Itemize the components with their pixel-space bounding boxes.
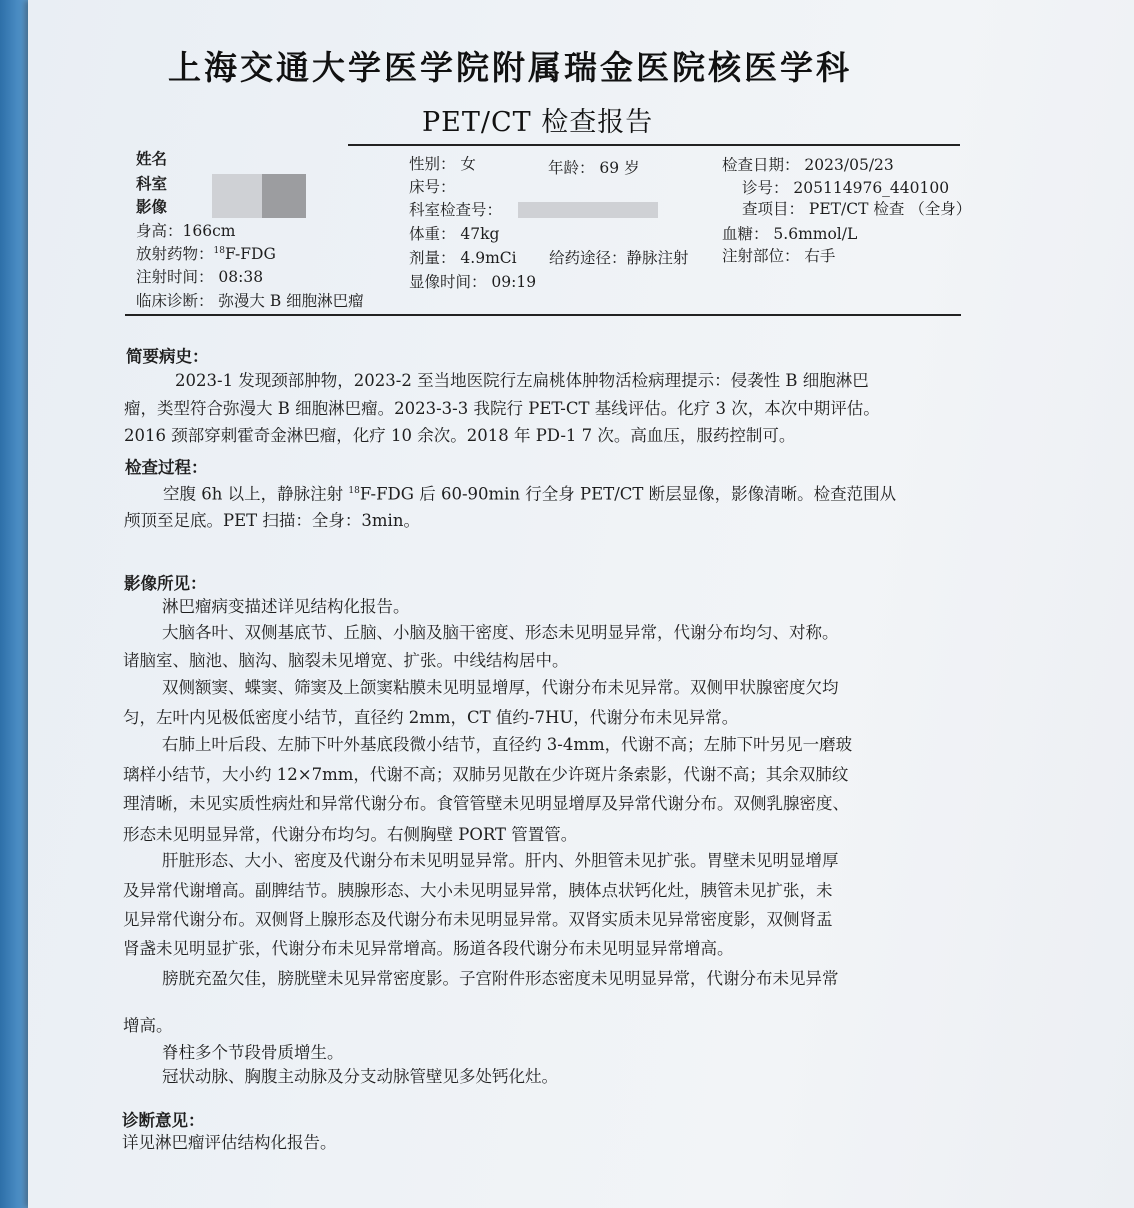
findings-line: 脊柱多个节段骨质增生。 [162, 1043, 344, 1062]
findings-line: 大脑各叶、双侧基底节、丘脑、小脑及脑干密度、形态未见明显异常，代谢分布均匀、对称。 [162, 623, 839, 642]
weight-field: 体重： 47kg [409, 225, 500, 243]
findings-line: 诸脑室、脑池、脑沟、脑裂未见增宽、扩张。中线结构居中。 [123, 651, 569, 670]
exam-item-field: 查项目： PET/CT 检查 （全身） [742, 200, 972, 218]
exam-date-field: 检查日期： 2023/05/23 [722, 156, 894, 174]
findings-line: 及异常代谢增高。副脾结节。胰腺形态、大小未见明显异常，胰体点状钙化灶，胰管未见扩张，未 [123, 881, 833, 900]
conclusion-heading: 诊断意见： [122, 1111, 205, 1130]
hospital-name: 上海交通大学医学院附属瑞金医院核医学科 [168, 48, 852, 87]
findings-line: 淋巴瘤病变描述详见结构化报告。 [162, 597, 410, 616]
isotope-superscript: 18 [348, 486, 360, 496]
sex-field: 性别： 女 [409, 155, 476, 173]
redacted-exam-no [518, 202, 658, 218]
procedure-text-post: F-FDG 后 60-90min 行全身 PET/CT 断层显像，影像清晰。检查范围从 [359, 484, 897, 504]
findings-line: 匀，左叶内见极低密度小结节，直径约 2mm，CT 值约-7HU，代谢分布未见异常。 [123, 708, 739, 727]
findings-line: 理清晰，未见实质性病灶和异常代谢分布。食管管壁未见明显增厚及异常代谢分布。双侧乳腺密度、 [123, 794, 849, 813]
dept-exam-no-field: 科室检查号： [409, 201, 503, 219]
glucose-field: 血糖： 5.6mmol/L [722, 225, 858, 243]
dose-field: 剂量： 4.9mCi [409, 249, 517, 267]
isotope-superscript: 18 [213, 245, 225, 256]
findings-line: 双侧额窦、蝶窦、筛窦及上颌窦粘膜未见明显增厚，代谢分布未见异常。双侧甲状腺密度欠均 [162, 678, 839, 697]
findings-line: 见异常代谢分布。双侧肾上腺形态及代谢分布未见明显异常。双肾实质未见异常密度影，双侧肾盂 [123, 910, 833, 929]
injection-site-field: 注射部位： 右手 [722, 247, 836, 265]
conclusion-text: 详见淋巴瘤评估结构化报告。 [122, 1133, 337, 1152]
radiopharmaceutical-field [136, 242, 276, 264]
findings-line: 肝脏形态、大小、密度及代谢分布未见明显异常。肝内、外胆管未见扩张。胃壁未见明显增厚 [162, 851, 839, 870]
injection-time-field: 注射时间： 08:38 [136, 268, 264, 286]
imaging-label: 影像 [136, 197, 168, 216]
redacted-name [212, 174, 262, 218]
procedure-heading: 检查过程： [125, 458, 208, 477]
findings-line: 膀胱充盈欠佳，膀胱壁未见异常密度影。子宫附件形态密度未见明显异常，代谢分布未见异常 [162, 969, 839, 988]
redacted-photo [262, 174, 306, 218]
findings-line: 右肺上叶后段、左肺下叶外基底段微小结节，直径约 3-4mm，代谢不高；左肺下叶另见一磨玻 [162, 735, 853, 754]
clinical-diagnosis-field: 临床诊断： 弥漫大 B 细胞淋巴瘤 [136, 292, 364, 310]
findings-line: 形态未见明显异常，代谢分布均匀。右侧胸壁 PORT 管置管。 [123, 825, 578, 844]
drug-label: 放射药物： [136, 245, 214, 263]
procedure-line [163, 476, 896, 510]
history-heading: 简要病史： [126, 347, 209, 366]
route-field: 给药途径：静脉注射 [549, 249, 689, 267]
header-rule-bottom [125, 314, 961, 316]
findings-line: 增高。 [123, 1016, 173, 1035]
name-label: 姓名 [136, 149, 168, 168]
history-line: 瘤，类型符合弥漫大 B 细胞淋巴瘤。2023-3-3 我院行 PET-CT 基线评估。化疗 3 次，本次中期评估。 [124, 399, 880, 418]
diag-no-field: 诊号： 205114976_440100 [742, 179, 950, 197]
history-line: 2016 颈部穿刺霍奇金淋巴瘤，化疗 10 余次。2018 年 PD-1 7 次。高血压，服药控制可。 [124, 426, 796, 445]
findings-line: 璃样小结节，大小约 12×7mm，代谢不高；双肺另见散在少许斑片条索影，代谢不高；其余双肺纹 [123, 765, 849, 784]
findings-line: 肾盏未见明显扩张，代谢分布未见异常增高。肠道各段代谢分布未见明显异常增高。 [123, 939, 734, 958]
procedure-text-pre: 空腹 6h 以上，静脉注射 [163, 484, 349, 504]
age-field: 年龄： 69 岁 [548, 159, 640, 177]
history-line: 2023-1 发现颈部肿物，2023-2 至当地医院行左扁桃体肿物活检病理提示：侵袭性 B 细胞淋巴 [175, 371, 869, 390]
findings-line: 冠状动脉、胸腹主动脉及分支动脉管壁见多处钙化灶。 [162, 1067, 558, 1086]
procedure-line: 颅顶至足底。PET 扫描：全身：3min。 [124, 511, 420, 530]
drug-value: F-FDG [224, 245, 276, 263]
findings-heading: 影像所见： [124, 574, 207, 593]
bed-field: 床号： [409, 178, 456, 196]
header-rule-top [348, 144, 960, 146]
report-title: PET/CT 检查报告 [422, 107, 654, 138]
dept-label: 科室 [136, 174, 168, 193]
imaging-time-field: 显像时间： 09:19 [409, 273, 537, 291]
height-field: 身高：166cm [136, 222, 236, 240]
